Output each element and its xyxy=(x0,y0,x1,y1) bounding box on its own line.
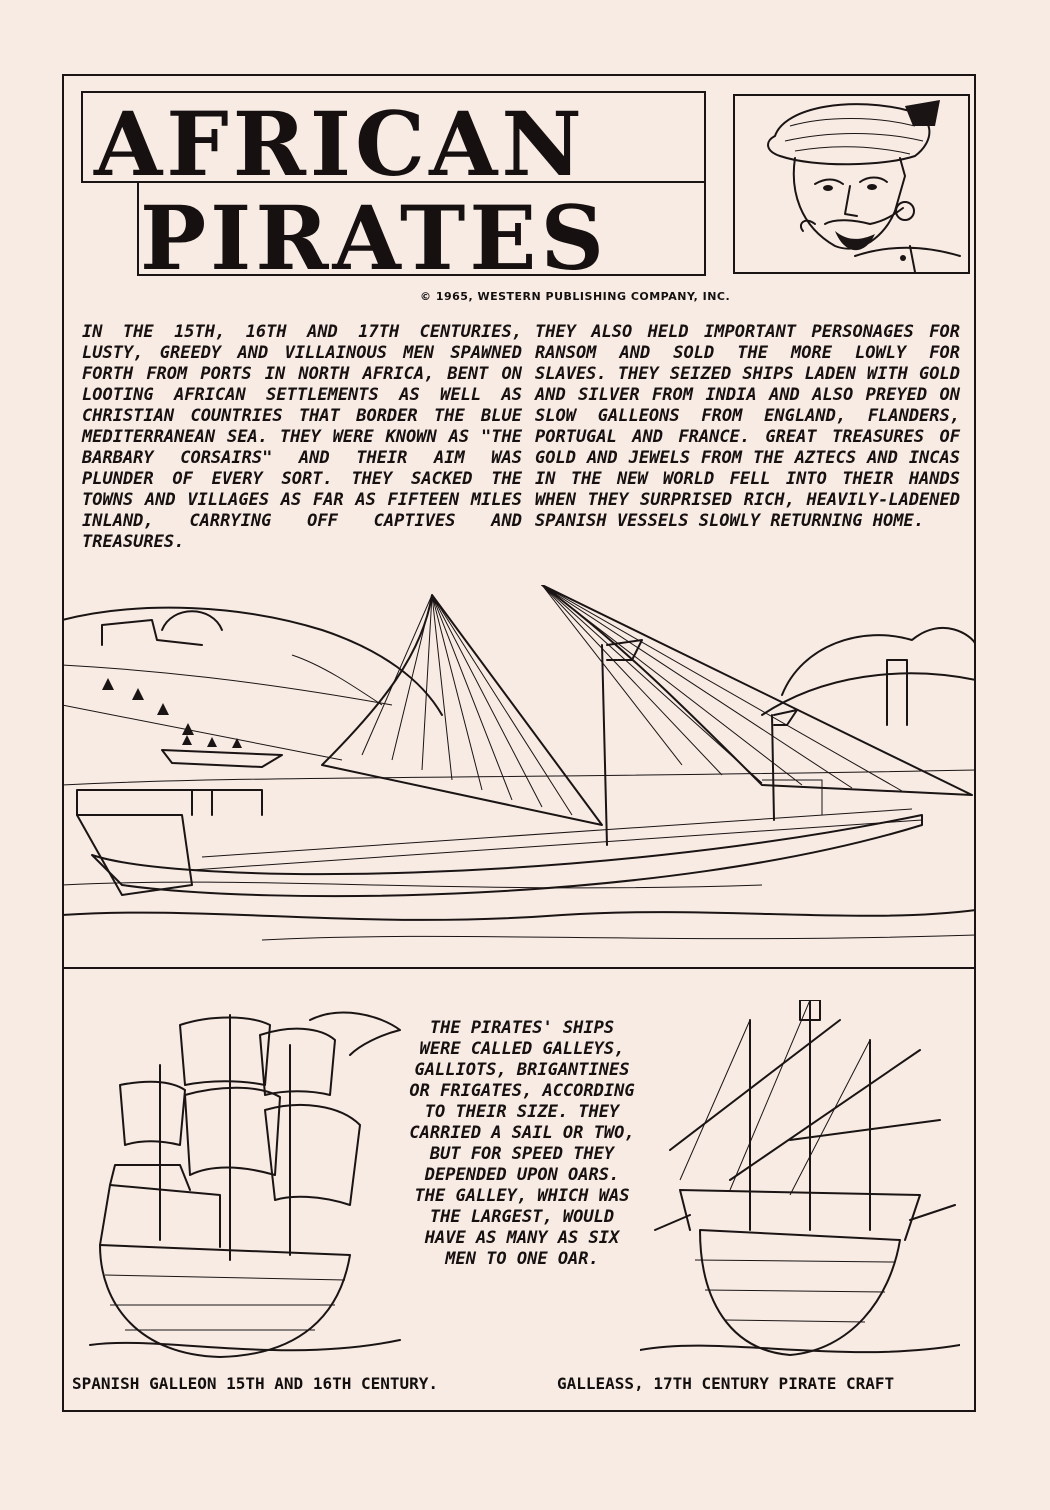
galleon-drawing xyxy=(80,985,410,1370)
caption-galleass: GALLEASS, 17TH CENTURY PIRATE CRAFT xyxy=(557,1374,895,1393)
copyright-notice: © 1965, WESTERN PUBLISHING COMPANY, INC. xyxy=(420,290,731,303)
galleass-drawing xyxy=(640,1000,960,1370)
galley-illustration xyxy=(62,585,976,965)
pirate-portrait-drawing xyxy=(735,96,968,272)
page-title-line2: PIRATES xyxy=(140,186,609,290)
galley-drawing xyxy=(62,585,976,965)
caption-spanish-galleon: SPANISH GALLEON 15TH AND 16TH CENTURY. xyxy=(72,1374,439,1393)
pirate-ships-description: THE PIRATES' SHIPS WERE CALLED GALLEYS, GALLIOTS, BRIGANTINES OR FRIGATES, ACCORDING TO THEIR SIZE. THEY CARRIED A SAIL OR TWO, BUT FOR SPEED THEY DEPENDED UPON OARS. THE GALLEY, WHICH WAS THE LARGEST, WOULD HAVE AS MANY AS SIX MEN TO ONE OAR. xyxy=(409,1018,635,1269)
pirate-portrait-illustration xyxy=(733,94,970,274)
intro-paragraph-left: IN THE 15TH, 16TH AND 17TH CENTURIES, LUSTY, GREEDY AND VILLAINOUS MEN SPAWNED FORTH FROM PORTS IN NORTH AFRICA, BENT ON LOOTING AFRICAN SETTLEMENTS AS WELL AS CHRISTIAN COUNTRIES THAT BORDER THE BLUE MEDITERRANEAN SEA. THEY WERE KNOWN AS "THE BARBARY CORSAIRS" AND THEIR AIM WAS PLUNDER OF EVERY SORT. THEY SACKED THE TOWNS AND VILLAGES AS FAR AS FIFTEEN MILES INLAND, CARRYING OFF CAPTIVES AND TREASURES. xyxy=(82,322,522,552)
section-divider xyxy=(62,967,976,969)
intro-paragraph-right: THEY ALSO HELD IMPORTANT PERSONAGES FOR RANSOM AND SOLD THE MORE LOWLY FOR SLAVES. THEY SEIZED SHIPS LADEN WITH GOLD AND SILVER FROM INDIA AND ALSO PREYED ON SLOW GALLEONS FROM ENGLAND, FLANDERS, PORTUGAL AND FRANCE. GREAT TREASURES OF GOLD AND JEWELS FROM THE AZTECS AND INCAS IN THE NEW WORLD FELL INTO THEIR HANDS WHEN THEY SURPRISED RICH, HEAVILY-LADENED SPANISH VESSELS SLOWLY RETURNING HOME. xyxy=(535,322,960,531)
intro-column-left xyxy=(82,322,522,553)
page-title-line1: AFRICAN xyxy=(94,92,586,196)
intro-column-right xyxy=(535,322,960,532)
galleass-illustration xyxy=(640,1000,960,1370)
spanish-galleon-illustration xyxy=(80,985,410,1370)
